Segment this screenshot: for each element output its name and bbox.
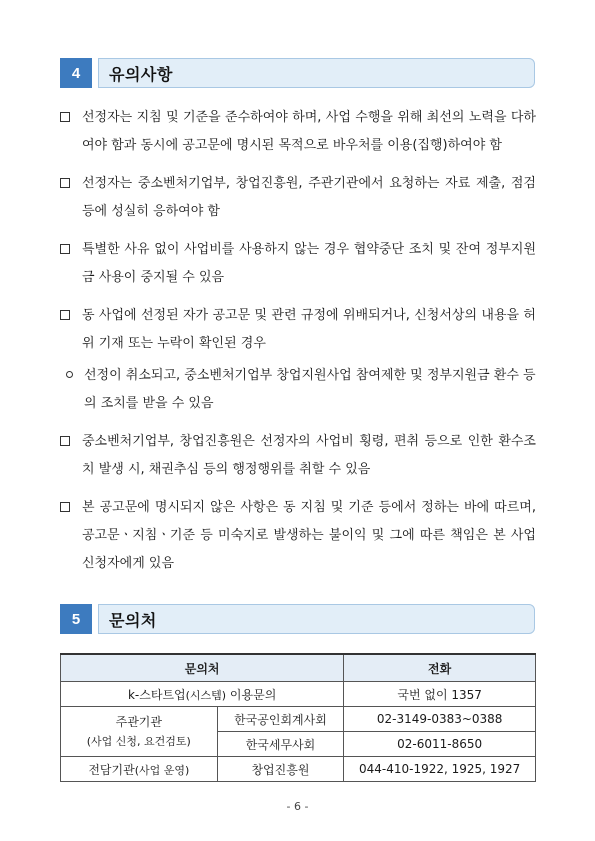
checkbox-square-icon [60, 178, 70, 188]
header-contact: 문의처 [61, 654, 344, 682]
notice-item: 특별한 사유 없이 사업비를 사용하지 않는 경우 협약중단 조치 및 잔여 정부지원금 사용이 중지될 수 있음 [60, 236, 536, 292]
org-cell: 창업진흥원 [217, 757, 344, 782]
phone-cell: 02-6011-8650 [344, 732, 536, 757]
header-phone: 전화 [344, 654, 536, 682]
notice-list [60, 104, 536, 578]
phone-cell: 044-410-1922, 1925, 1927 [344, 757, 536, 782]
table-header-row [61, 654, 536, 682]
checkbox-square-icon [60, 244, 70, 254]
section-title: 유의사항 [109, 64, 173, 84]
section-title-bar [98, 604, 535, 634]
checkbox-square-icon [60, 112, 70, 122]
section-title-bar [98, 58, 535, 88]
circle-bullet-icon [66, 371, 73, 378]
section-5-header [60, 604, 535, 634]
table-row [61, 682, 536, 707]
org-cell: 한국공인회계사회 [217, 707, 344, 732]
contact-cell: 주관기관 (사업 신청, 요건검토) [61, 707, 218, 757]
section-title: 문의처 [109, 610, 157, 630]
section-number: 5 [60, 604, 92, 634]
checkbox-square-icon [60, 436, 70, 446]
notice-item: 선정자는 지침 및 기준을 준수하여야 하며, 사업 수행을 위해 최선의 노력을 다하여야 함과 동시에 공고문에 명시된 목적으로 바우처를 이용(집행)하여야 함 [60, 104, 536, 160]
phone-cell: 국번 없이 1357 [344, 682, 536, 707]
notice-item: 본 공고문에 명시되지 않은 사항은 동 지침 및 기준 등에서 정하는 바에 따르며, 공고문ㆍ지침ㆍ기준 등 미숙지로 발생하는 불이익 및 그에 따른 책임은 본 사업 신청자에게 있음 [60, 494, 536, 578]
notice-item: 중소벤처기업부, 창업진흥원은 선정자의 사업비 횡령, 편취 등으로 인한 환수조치 발생 시, 채권추심 등의 행정행위를 취할 수 있음 [60, 428, 536, 484]
checkbox-square-icon [60, 310, 70, 320]
page-number: - 6 - [286, 800, 309, 813]
contact-cell: 전담기관(사업 운영) [61, 757, 218, 782]
checkbox-square-icon [60, 502, 70, 512]
table-row [61, 707, 536, 732]
contact-cell: k-스타트업(시스템) 이용문의 [61, 682, 344, 707]
contact-table [60, 653, 536, 782]
notice-item: 동 사업에 선정된 자가 공고문 및 관련 규정에 위배되거나, 신청서상의 내용을 허위 기재 또는 누락이 확인된 경우 [60, 302, 536, 358]
notice-item: 선정자는 중소벤처기업부, 창업진흥원, 주관기관에서 요청하는 자료 제출, 점검 등에 성실히 응하여야 함 [60, 170, 536, 226]
org-cell: 한국세무사회 [217, 732, 344, 757]
section-number: 4 [60, 58, 92, 88]
notice-subitem: 선정이 취소되고, 중소벤처기업부 창업지원사업 참여제한 및 정부지원금 환수 등의 조치를 받을 수 있음 [60, 362, 536, 418]
table-row [61, 757, 536, 782]
phone-cell: 02-3149-0383~0388 [344, 707, 536, 732]
section-4-header [60, 58, 535, 88]
